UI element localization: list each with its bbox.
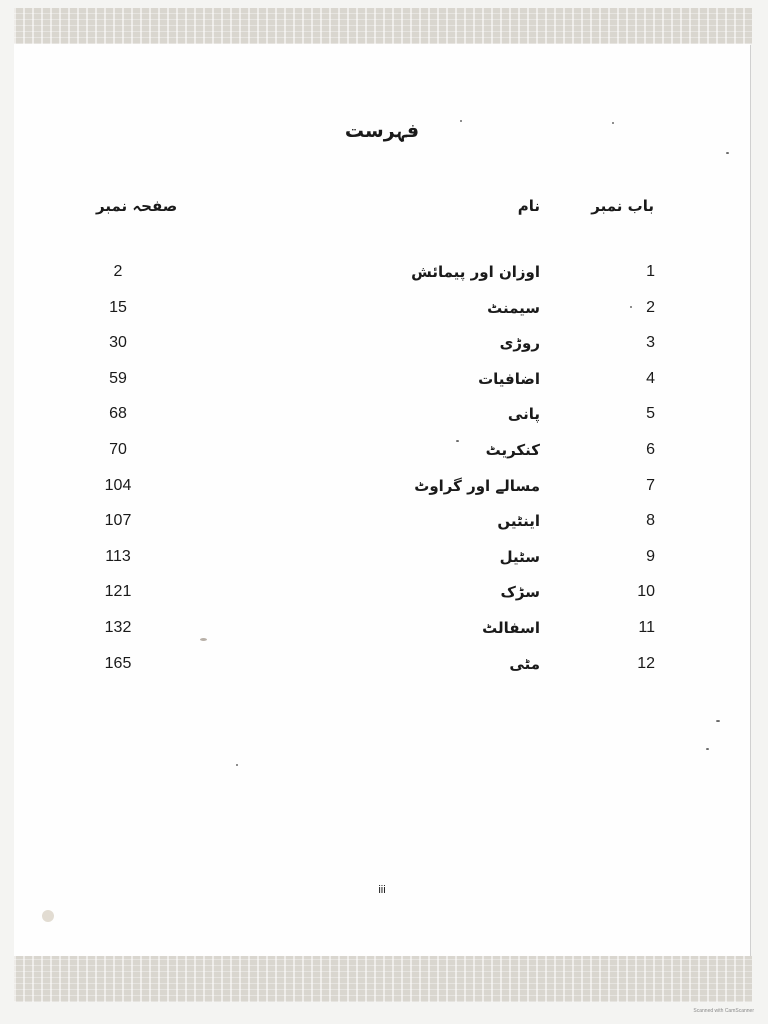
chapter-name: اینٹیں — [497, 512, 540, 531]
chapter-number: 12 — [637, 654, 655, 672]
table-of-contents — [14, 263, 750, 690]
chapter-name: پانی — [507, 405, 540, 424]
scan-speck — [42, 910, 54, 922]
scan-speck — [460, 120, 462, 122]
column-header-chapter: باب نمبر — [591, 197, 654, 215]
chapter-number: 7 — [646, 476, 655, 494]
chapter-number: 4 — [646, 369, 655, 387]
chapter-number: 11 — [638, 618, 655, 636]
scanner-edge-top — [14, 8, 752, 44]
page-number: 15 — [109, 298, 127, 316]
page-number: 165 — [104, 654, 132, 672]
chapter-name: سٹیل — [499, 547, 540, 566]
chapter-number: 6 — [646, 440, 655, 458]
chapter-name: مٹی — [509, 654, 540, 673]
chapter-name: سڑک — [500, 583, 540, 602]
page-number: 30 — [109, 334, 127, 352]
page-number: 132 — [104, 618, 132, 636]
chapter-name: اوزان اور پیمائش — [411, 263, 540, 281]
page-number: 2 — [113, 263, 123, 280]
toc-row — [14, 512, 750, 548]
chapter-number: 1 — [646, 263, 655, 280]
toc-row — [14, 548, 750, 584]
chapter-name: اسفالٹ — [482, 618, 540, 637]
page-number: 113 — [105, 547, 131, 565]
page-number: 70 — [109, 440, 127, 458]
scan-speck — [726, 152, 729, 154]
toc-row — [14, 619, 750, 655]
chapter-number: 2 — [646, 298, 655, 316]
toc-row — [14, 334, 750, 370]
page-folio: iii — [378, 884, 386, 896]
scan-watermark: Scanned with CamScanner — [693, 1008, 754, 1014]
chapter-name: کنکریٹ — [485, 440, 540, 459]
column-header-name: نام — [517, 197, 540, 215]
chapter-number: 3 — [646, 334, 655, 352]
scan-speck — [200, 638, 207, 641]
page-title: فہرست — [344, 120, 420, 142]
page-number: 121 — [104, 583, 132, 601]
scan-speck — [456, 440, 459, 442]
chapter-name: سیمنٹ — [487, 298, 540, 317]
chapter-number: 9 — [646, 547, 655, 565]
chapter-number: 8 — [646, 512, 655, 530]
scan-speck — [630, 306, 632, 308]
page-number: 59 — [109, 369, 127, 387]
page-number: 104 — [104, 476, 132, 494]
chapter-name: مسالے اور گراوٹ — [414, 476, 540, 495]
scan-speck — [612, 122, 614, 124]
page-number: 107 — [104, 512, 132, 530]
toc-row — [14, 263, 750, 299]
scanner-edge-bottom — [14, 956, 752, 1002]
toc-row — [14, 299, 750, 335]
chapter-number: 10 — [637, 583, 655, 601]
chapter-name: روڑی — [499, 334, 540, 353]
page-number: 68 — [109, 405, 127, 423]
toc-row — [14, 370, 750, 406]
toc-row — [14, 477, 750, 513]
scan-speck — [236, 764, 238, 766]
toc-row — [14, 441, 750, 477]
scan-speck — [716, 720, 720, 722]
chapter-name: اضافیات — [478, 369, 540, 388]
scan-speck — [706, 748, 709, 750]
chapter-number: 5 — [646, 405, 655, 423]
toc-row — [14, 405, 750, 441]
column-header-page: صفحہ نمبر — [96, 197, 178, 215]
toc-row — [14, 583, 750, 619]
toc-row — [14, 655, 750, 691]
document-page — [14, 44, 750, 956]
